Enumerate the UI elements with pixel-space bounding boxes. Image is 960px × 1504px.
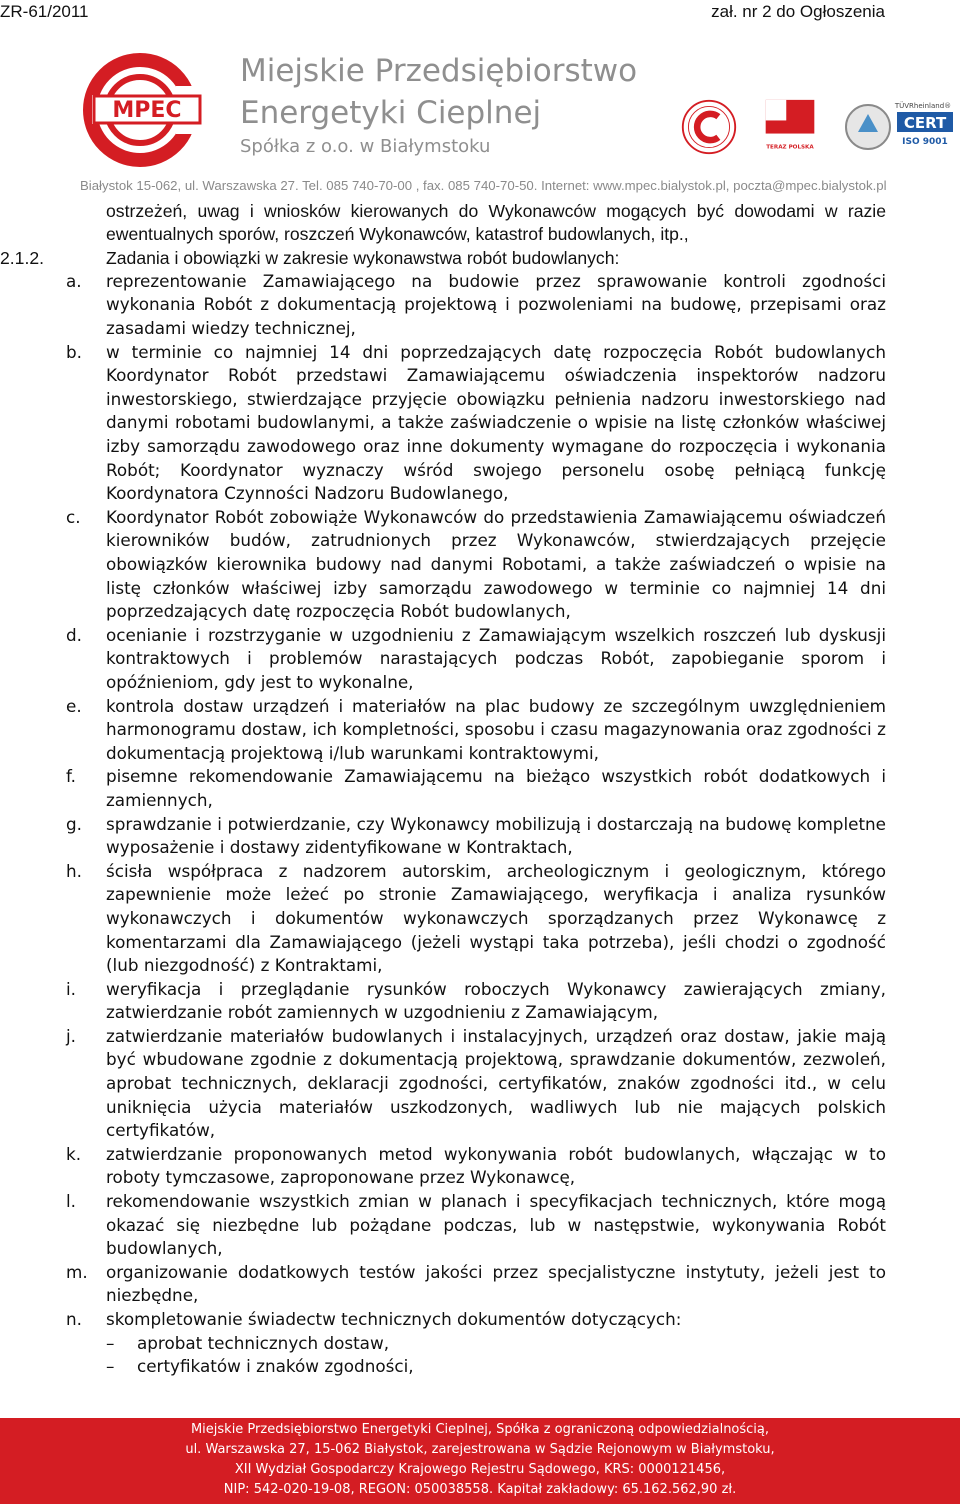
dash-marker: –	[106, 1332, 115, 1353]
iso-text: ISO 9001	[902, 137, 948, 147]
list-item-label: d.	[66, 624, 82, 645]
tuv-text: TÜVRheinland®	[894, 102, 952, 110]
list-item-text: weryfikacja i przeglądanie rysunków roboczych Wykonawcy zawierających zmiany, zatwierdzanie robót zamiennych w uzgodnieniu z Zamawiającym,	[106, 978, 886, 1023]
teraz-polska-badge-icon	[762, 98, 818, 156]
company-name	[240, 50, 637, 157]
duties-list	[0, 270, 960, 1332]
logo-text: MPEC	[112, 98, 182, 123]
list-item-text: pisemne rekomendowanie Zamawiającemu na bieżąco wszystkich robót dodatkowych i zamiennych,	[106, 766, 886, 810]
footer-line1: Miejskie Przedsiębiorstwo Energetyki Cieplnej, Spółka z ograniczoną odpowiedzialnością,	[190, 1422, 770, 1437]
list-item	[0, 270, 960, 341]
list-item	[0, 1308, 960, 1332]
list-item-label: f.	[66, 766, 77, 787]
footer-line3: XII Wydział Gospodarczy Krajowego Rejestru Sądowego, KRS: 0000121456,	[234, 1462, 726, 1477]
company-name-line1: Miejskie Przedsiębiorstwo	[240, 53, 638, 89]
list-item-label: c.	[66, 506, 81, 527]
document-body	[0, 200, 960, 1379]
list-item	[0, 624, 960, 695]
list-item-label: m.	[66, 1261, 88, 1282]
list-item-label: k.	[66, 1143, 82, 1164]
list-item-label: n.	[66, 1309, 82, 1330]
mpec-logo	[80, 50, 202, 170]
list-item	[0, 765, 960, 812]
intro-paragraph: ostrzeżeń, uwag i wniosków kierowanych do Wykonawców mogących być dowodami w razie ewentualnych sporów, roszczeń Wykonawców, katastrof budowlanych, itp.,	[106, 201, 886, 245]
list-item-text: w terminie co najmniej 14 dni poprzedzających datę rozpoczęcia Robót budowlanych Koordynator Robót przedstawi Zamawiającemu oświadczenia inspektorów nadzoru inwestorskiego, stwierdzające przyjęcie obowiązku pełnienia nadzoru inwestorskiego nad danymi robotami budowlanymi, a także zaświadczenie o wpisie na listę członków właściwej izby samorządu zawodowego oraz inne dokumenty wymagane do rozpoczęcia i wykonania Robót; Koordynator wyznaczy wśród swojego personelu osobę pełniącą funkcję Koordynatora Czynności Nadzoru Budowlanego,	[106, 341, 886, 504]
footer-bar	[0, 1418, 960, 1504]
company-name-line2: Energetyki Cieplnej	[240, 95, 542, 131]
teraz-polska-text: TERAZ POLSKA	[766, 144, 814, 151]
dash-marker: –	[106, 1356, 115, 1377]
list-item	[0, 695, 960, 766]
list-item	[0, 1190, 960, 1261]
section-heading	[0, 247, 960, 270]
list-item-label: l.	[66, 1191, 76, 1212]
list-item-text: sprawdzanie i potwierdzanie, czy Wykonawcy mobilizują i dostarczają na budowę kompletne wyposażenie i dostawy zidentyfikowane w Kontraktach,	[106, 813, 886, 858]
footer-line4: NIP: 542-020-19-08, REGON: 050038558. Kapitał zakładowy: 65.162.562,90 zł.	[223, 1482, 737, 1497]
dash-item-text: aprobat technicznych dostaw,	[137, 1332, 390, 1353]
letterhead	[0, 40, 960, 198]
list-item	[0, 506, 960, 624]
page-top-line	[0, 0, 960, 26]
list-item	[0, 813, 960, 860]
contact-line: Białystok 15-062, ul. Warszawska 27. Tel. 085 740-70-00 , fax. 085 740-70-50. Internet: www.mpec.bialystok.pl, poczta@mpec.bialystok.pl	[80, 178, 887, 193]
list-item	[0, 860, 960, 978]
list-item-text: zatwierdzanie materiałów budowlanych i instalacyjnych, urządzeń oraz dostaw, jakie mają być wbudowane zgodnie z dokumentacją projektową, sprawdzanie dokumentów, zezwoleń, aprobat technicznych, deklaracji zgodności, certyfikatów, znaków zgodności itd., w celu uniknięcia użycia materiałów uszkodzonych, wadliwych lub nie mających polskich certyfikatów,	[106, 1025, 886, 1141]
list-item-text: skompletowanie świadectw technicznych dokumentów dotyczących:	[106, 1309, 682, 1330]
list-item	[0, 1261, 960, 1308]
section-number: 2.1.2.	[0, 247, 45, 268]
list-item-text: ocenianie i rozstrzyganie w uzgodnieniu z Zamawiającym wszelkich roszczeń lub dyskusji kontraktowych i problemów narastających podczas Robót, zapobieganie sporom i opóźnieniom, gdy jest to wykonalne,	[106, 624, 886, 692]
list-item-label: h.	[66, 860, 82, 881]
list-item-text: kontrola dostaw urządzeń i materiałów na plac budowy ze szczególnym uwzględnieniem harmonogramu dostaw, ich kompletności, sposobu i czasu magazynowania oraz zgodności z dokumentacją projektową i/lub warunkami kontraktowymi,	[106, 695, 886, 763]
tuv-cert-iso-badge-icon	[845, 98, 957, 156]
footer-line2: ul. Warszawska 27, 15-062 Białystok, zarejestrowana w Sądzie Rejonowym w Białymstoku,	[185, 1442, 775, 1457]
company-name-line3: Spółka z o.o. w Białymstoku	[240, 136, 491, 157]
list-item	[0, 1025, 960, 1143]
list-item-label: j.	[66, 1025, 76, 1046]
dash-item-text: certyfikatów i znaków zgodności,	[137, 1356, 414, 1377]
dash-list-item	[0, 1332, 960, 1356]
list-item-label: i.	[66, 978, 76, 999]
list-item-text: organizowanie dodatkowych testów jakości przez specjalistyczne instytuty, jeżeli jest to niezbędne,	[106, 1261, 886, 1306]
list-item-text: rekomendowanie wszystkich zmian w planach i specyfikacjach technicznych, które mogą okazać się niezbędne lub pożądane podczas, lub w następstwie, wykonywania Robót budowlanych,	[106, 1191, 886, 1259]
list-item-text: ścisła współpraca z nadzorem autorskim, archeologicznym i geologicznym, którego zapewnienie może leżeć po stronie Zamawiającego, weryfikacja i analiza rysunków wykonawczych i dokumentów wykonawczych sporządzanych przez Wykonawcę z komentarzami dla Zamawiającego (jeżeli wystąpi taka potrzeba), jeśli chodzi o zgodność (lub niezgodność) z Kontraktami,	[106, 860, 886, 976]
list-item-label: e.	[66, 695, 82, 716]
list-item-label: b.	[66, 341, 82, 362]
list-item-text: reprezentowanie Zamawiającego na budowie przez sprawowanie kontroli zgodności wykonania Robót z dokumentacją projektową i pozwoleniami na budowę, przepisami oraz zasadami wiedzy technicznej,	[106, 270, 886, 339]
heat-quality-badge-icon	[678, 98, 740, 156]
section-title: Zadania i obowiązki w zakresie wykonawstwa robót budowlanych:	[106, 247, 620, 268]
cert-text: CERT	[903, 114, 947, 132]
list-item-text: zatwierdzanie proponowanych metod wykonywania robót budowlanych, włączając w to roboty tymczasowe, zaproponowane przez Wykonawcę,	[106, 1143, 886, 1188]
list-item	[0, 978, 960, 1025]
attachment-label: zał. nr 2 do Ogłoszenia	[711, 2, 885, 21]
document-reference: ZR-61/2011	[0, 2, 89, 21]
dash-list-item	[0, 1355, 960, 1379]
list-item	[0, 1143, 960, 1190]
list-item-text: Koordynator Robót zobowiąże Wykonawców do przedstawienia Zamawiającemu oświadczeń kierowników budów, zatrudnionych przez Wykonawców, stwierdzających przejęcie obowiązków kierownika budowy nad danymi Robotami, a także zaświadczeń o wpisie na listę członków właściwej izby samorządu zawodowego w terminie co najmniej 14 dni poprzedzających datę rozpoczęcia Robót budowlanych,	[106, 506, 886, 622]
list-item-label: g.	[66, 813, 82, 834]
list-item-label: a.	[66, 270, 82, 291]
list-item	[0, 341, 960, 506]
